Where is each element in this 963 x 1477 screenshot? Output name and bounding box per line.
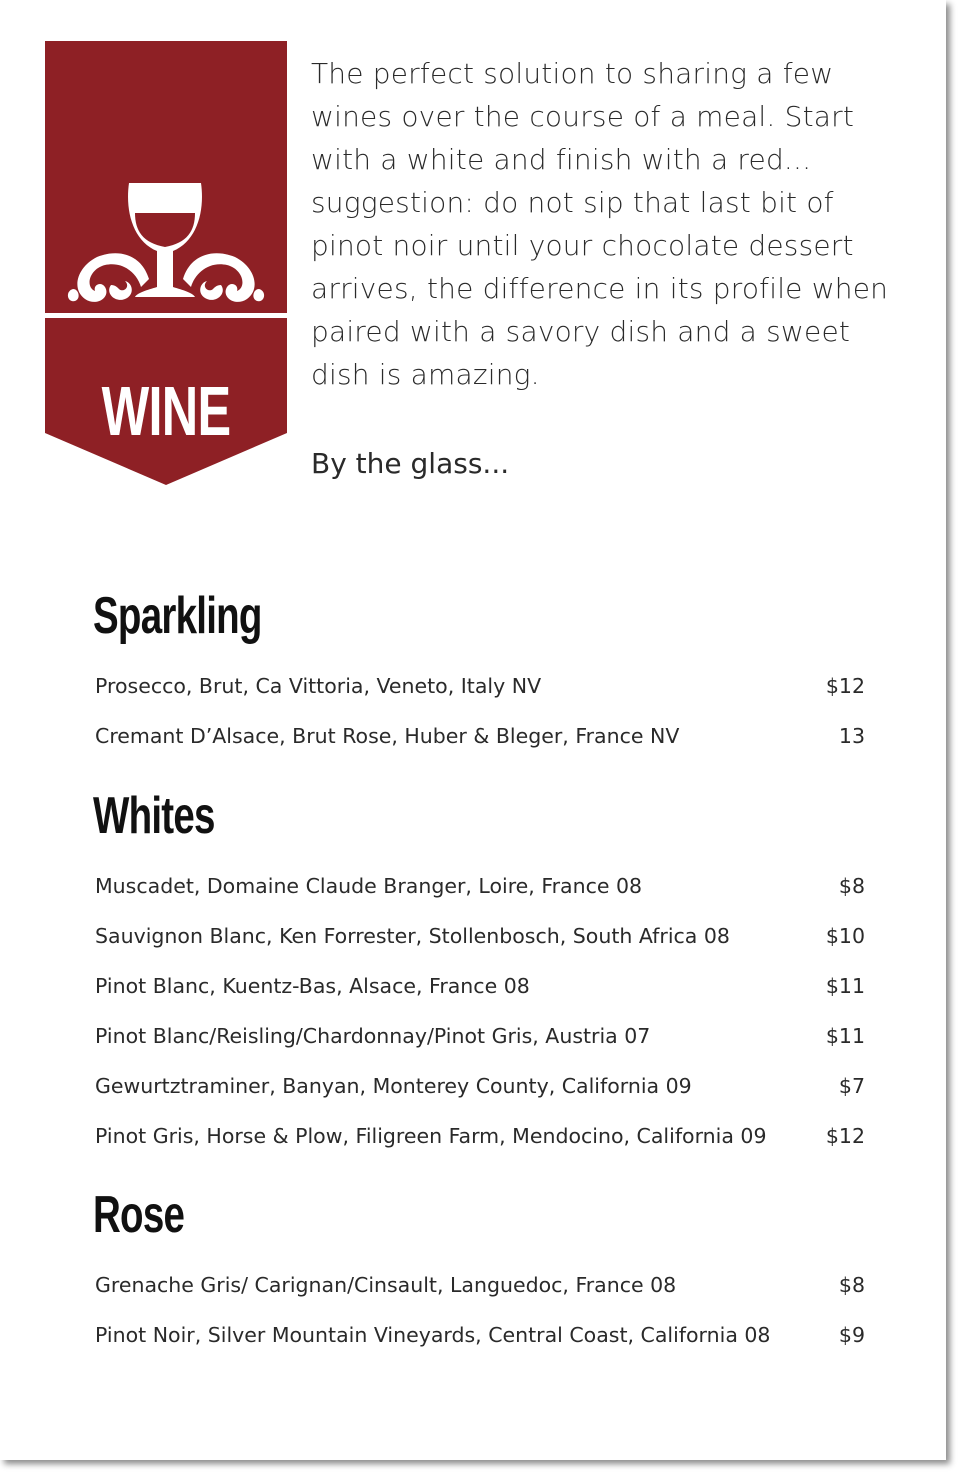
wine-name: Pinot Gris, Horse & Plow, Filigreen Farm, Mendocino, California 09 [95,1124,767,1148]
intro-paragraph: The perfect solution to sharing a few wines over the course of a meal. Start with a white and finish with a red... suggestion: do not sip that last bit of pinot noir until your chocolate dessert arrives, the difference in its profile when paired with a savory dish and a sweet dish is amazing. [311,57,889,391]
wine-name: Pinot Blanc, Kuentz-Bas, Alsace, France 08 [95,974,530,998]
section-title-sparkling: Sparkling [93,587,262,645]
wine-price: $11 [825,974,865,998]
wine-price: $8 [838,874,865,898]
wine-name: Prosecco, Brut, Ca Vittoria, Veneto, Italy NV [95,674,542,698]
wine-banner [45,41,287,485]
wine-price: $8 [838,1273,865,1297]
wine-price: $12 [825,1124,865,1148]
wine-name: Pinot Blanc/Reisling/Chardonnay/Pinot Gris, Austria 07 [95,1024,651,1048]
wine-price: $11 [825,1024,865,1048]
wine-name: Cremant D’Alsace, Brut Rose, Huber & Bleger, France NV [95,724,680,748]
wine-name: Muscadet, Domaine Claude Branger, Loire, France 08 [95,874,643,898]
by-the-glass-label: By the glass... [311,447,510,480]
wine-item [95,721,865,751]
wine-name: Gewurtztraminer, Banyan, Monterey County, California 09 [95,1074,692,1098]
wine-item [95,871,865,901]
wine-name: Grenache Gris/ Carignan/Cinsault, Languedoc, France 08 [95,1273,677,1297]
section-title-rose: Rose [93,1186,185,1244]
wine-item [95,921,865,951]
wine-item [95,1320,865,1350]
wine-price: $7 [838,1074,865,1098]
wine-price: 13 [838,724,865,748]
wine-item [95,971,865,1001]
wine-name: Pinot Noir, Silver Mountain Vineyards, Central Coast, California 08 [95,1323,771,1347]
wine-item [95,671,865,701]
section-title-whites: Whites [93,787,215,845]
wine-item [95,1071,865,1101]
wine-name: Sauvignon Blanc, Ken Forrester, Stollenbosch, South Africa 08 [95,924,730,948]
wine-item [95,1121,865,1151]
wine-item [95,1021,865,1051]
banner-title: WINE [101,372,231,450]
wine-item [95,1270,865,1300]
wine-price: $10 [825,924,865,948]
wine-price: $9 [838,1323,865,1347]
wine-price: $12 [825,674,865,698]
